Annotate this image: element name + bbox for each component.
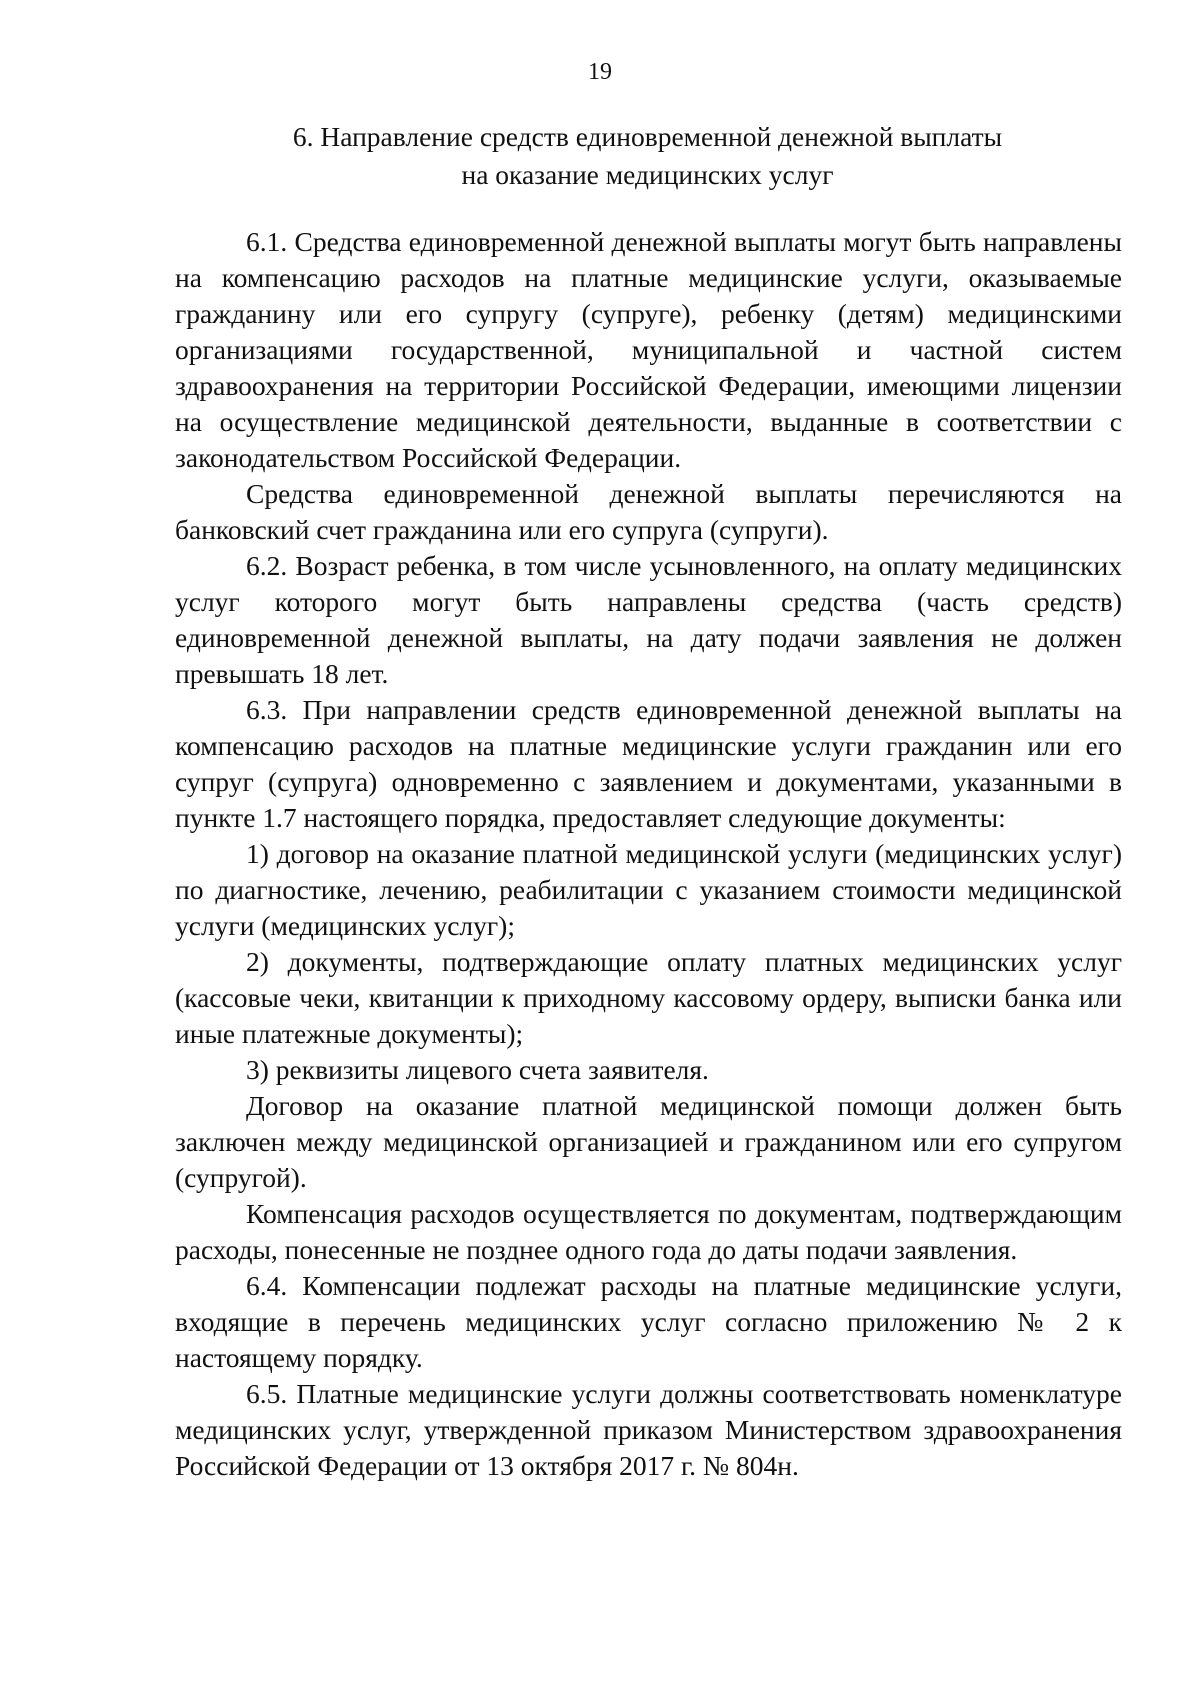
paragraph-6-1: 6.1. Средства единовременной денежной выплаты могут быть направлены на компенсацию расходов на платные медицинские услуги, оказываемые гражданину или его супругу (супруге), ребенку (детям) медицинскими организациями государственной, муниципальной и частной систем здравоохранения на территории Российской Федерации, имеющими лицензии на осуществление медицинской деятельности, выданные в соответствии с законодательством Российской Федерации. (175, 226, 1122, 473)
section-title-line-2: на оказание медицинских услуг (461, 159, 834, 190)
paragraph-6-2: 6.2. Возраст ребенка, в том числе усыновленного, на оплату медицинских услуг которого могут быть направлены средства (часть средств) единовременной денежной выплаты, на дату подачи заявления не должен превышать 18 лет. (175, 550, 1122, 689)
list-item-3: 3) реквизиты лицевого счета заявителя. (246, 1054, 709, 1085)
paragraph-6-5: 6.5. Платные медицинские услуги должны соответствовать номенклатуре медицинских услуг, утвержденной приказом Министерством здравоохранения Российской Федерации от 13 октября 2017 г. № 804н. (175, 1378, 1122, 1481)
section-title-line-1: 6. Направление средств единовременной денежной выплаты (292, 121, 1003, 152)
paragraph-6-4: 6.4. Компенсации подлежат расходы на платные медицинские услуги, входящие в перечень медицинских услуг согласно приложению № 2 к настоящему порядку. (175, 1270, 1122, 1373)
section-body (175, 224, 1122, 1484)
section-title (175, 118, 1120, 194)
paragraph-6-1-transfer: Средства единовременной денежной выплаты перечисляются на банковский счет гражданина или его супруга (супруги). (175, 478, 1122, 545)
page-number: 19 (588, 59, 612, 85)
paragraph-contract: Договор на оказание платной медицинской помощи должен быть заключен между медицинской организацией и гражданином или его супругом (супругой). (175, 1090, 1122, 1193)
list-item-2: 2) документы, подтверждающие оплату платных медицинских услуг (кассовые чеки, квитанции к приходному кассовому ордеру, выписки банка или иные платежные документы); (175, 946, 1122, 1049)
paragraph-6-3: 6.3. При направлении средств единовременной денежной выплаты на компенсацию расходов на платные медицинские услуги гражданин или его супруг (супруга) одновременно с заявлением и документами, указанными в пункте 1.7 настоящего порядка, предоставляет следующие документы: (175, 694, 1122, 833)
list-item-1: 1) договор на оказание платной медицинской услуги (медицинских услуг) по диагностике, лечению, реабилитации с указанием стоимости медицинской услуги (медицинских услуг); (175, 838, 1122, 941)
paragraph-compensation: Компенсация расходов осуществляется по документам, подтверждающим расходы, понесенные не позднее одного года до даты подачи заявления. (175, 1198, 1122, 1265)
